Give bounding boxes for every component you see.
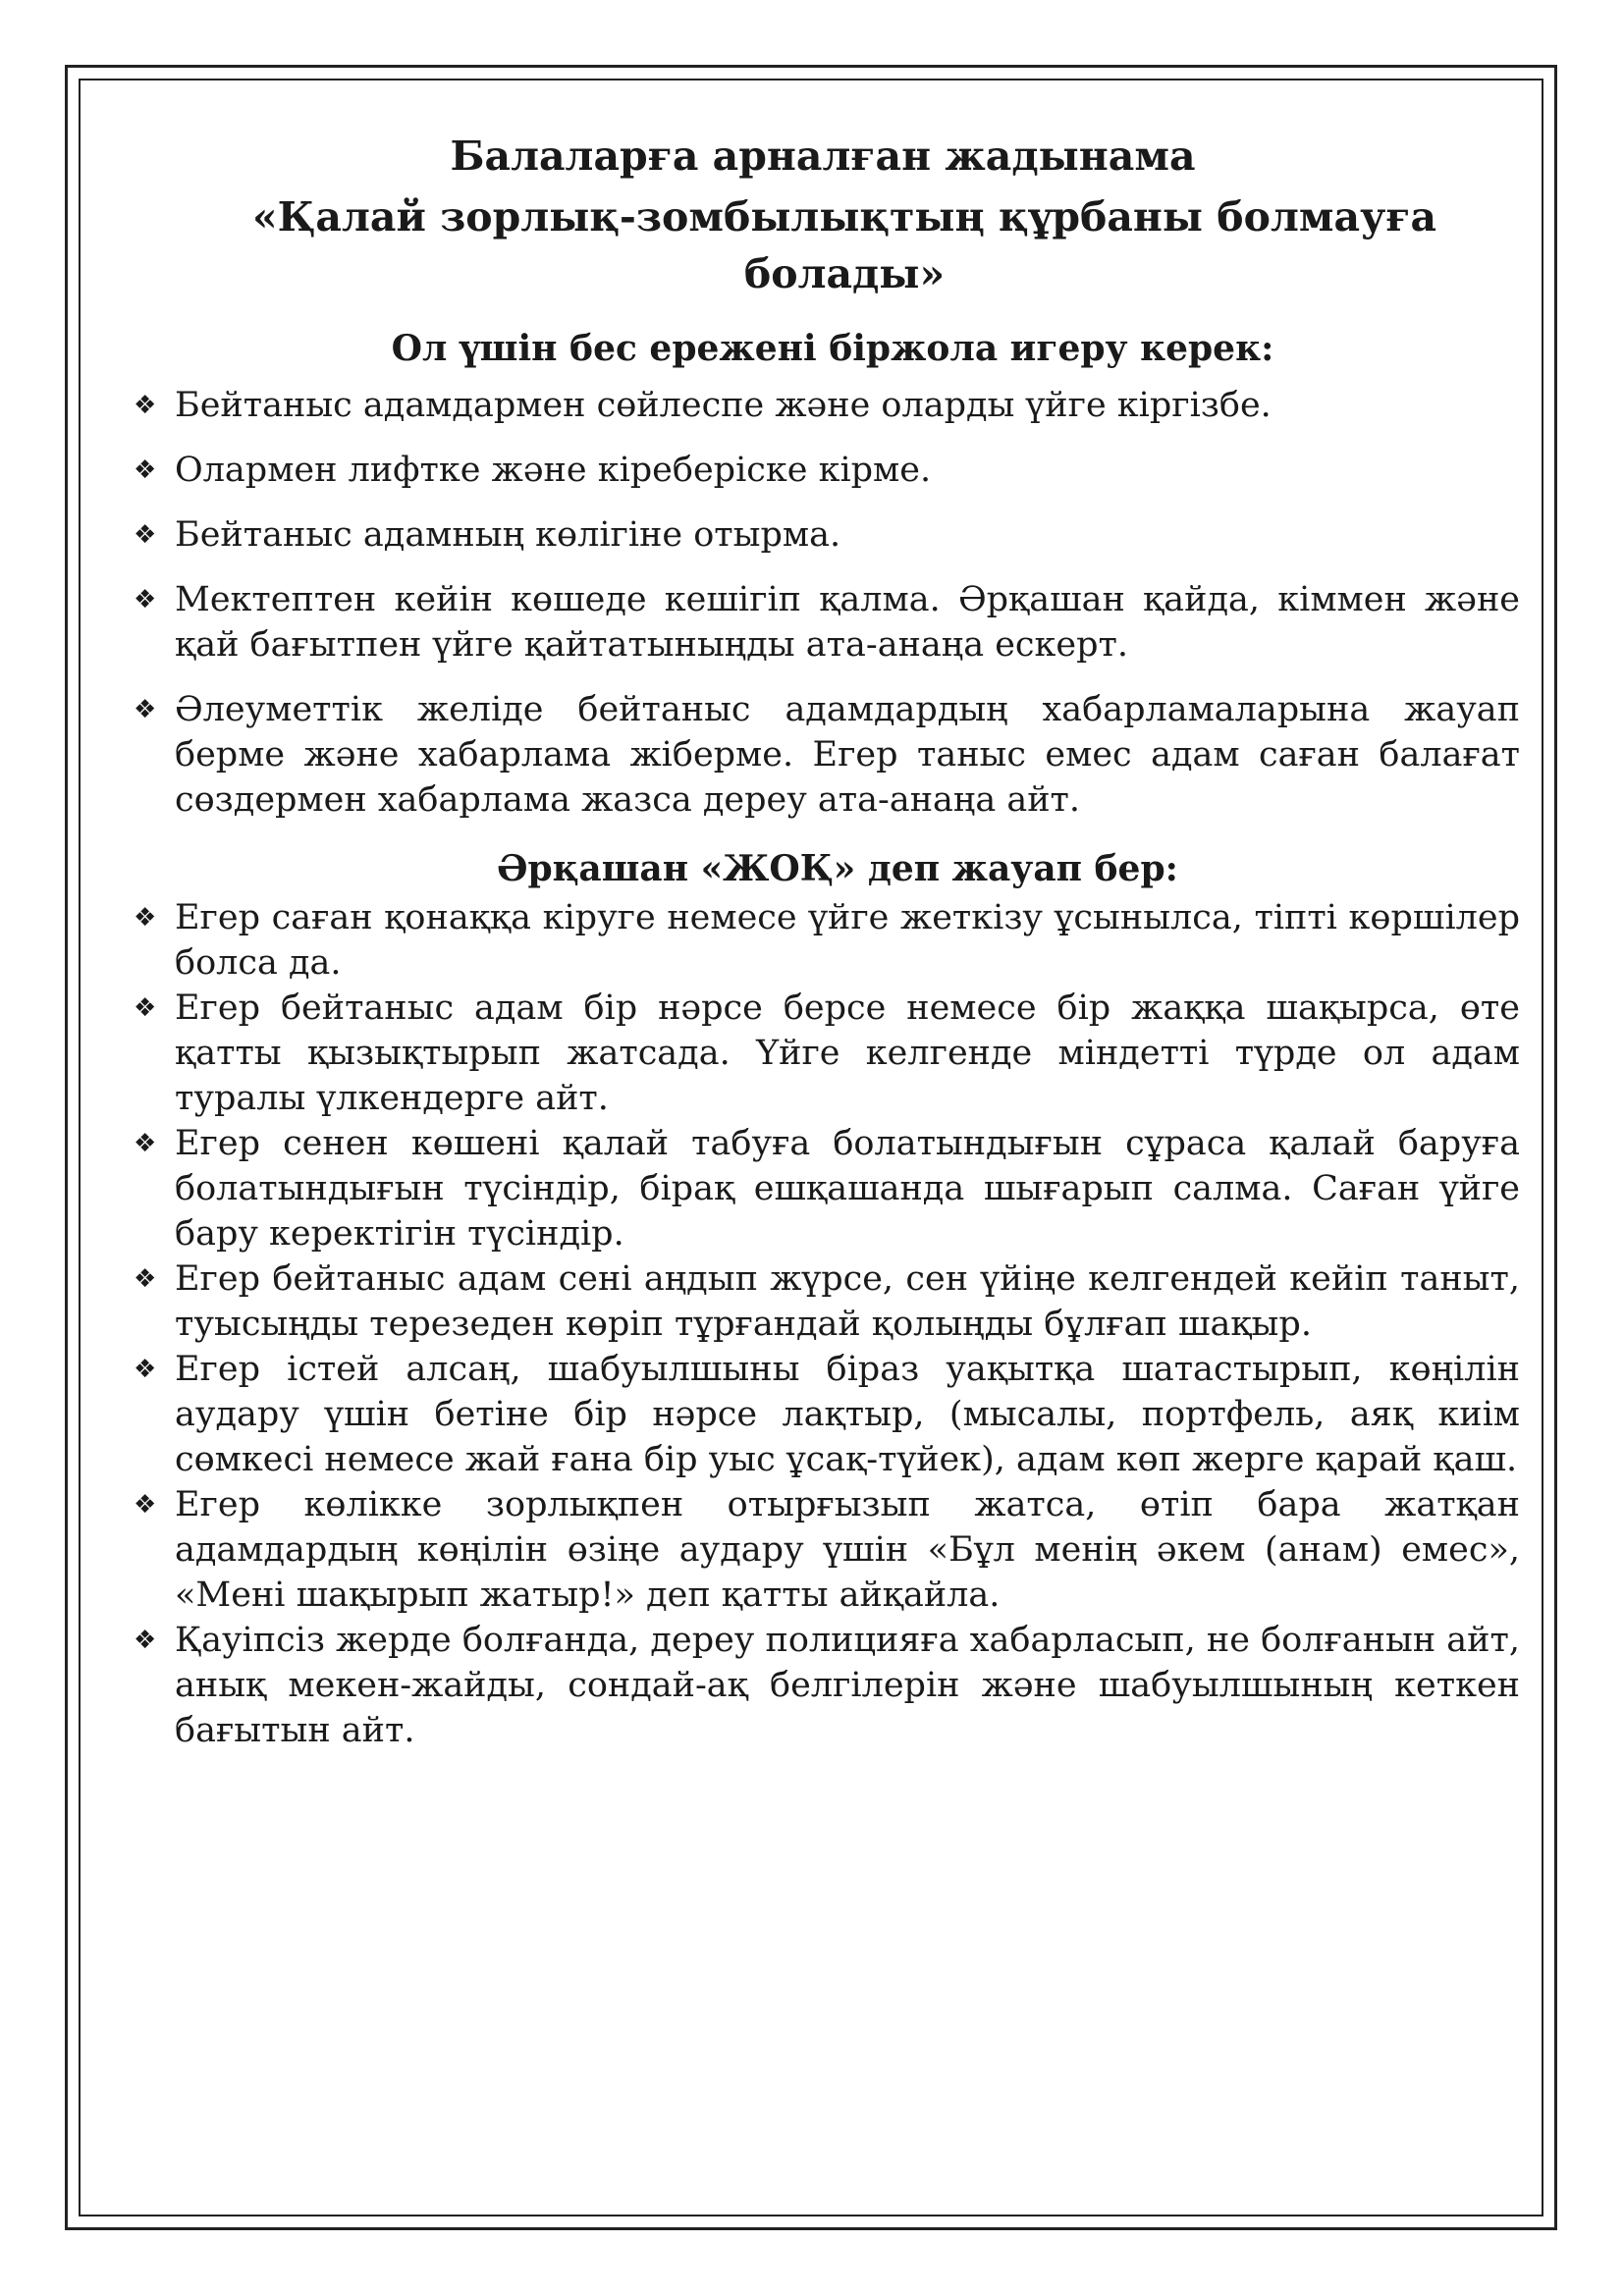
list-item-text: Мектептен кейін көшеде кешігіп қалма. Әрқашан қайда, кіммен және қай бағытпен үйге қайтатыныңды ата-анаңа ескерт. [175,580,1520,665]
four-diamond-bullet-icon: ❖ [134,695,157,724]
four-diamond-bullet-icon: ❖ [134,455,157,485]
four-diamond-bullet-icon: ❖ [134,391,157,420]
rules-list [126,383,1520,823]
four-diamond-bullet-icon: ❖ [134,903,157,933]
list-item-text: Егер істей алсаң, шабуылшыны біраз уақытқа шатастырып, көңілін аудару үшін бетіне бір нәрсе лақтыр, (мысалы, портфель, аяқ киім сөмкесі немесе жай ғана бір уыс ұсақ-түйек), адам көп жерге қарай қаш. [175,1350,1520,1479]
list-item-text: Әлеуметтік желіде бейтаныс адамдардың хабарламаларына жауап берме және хабарлама жіберме. Егер таныс емес адам саған балағат сөздермен хабарлама жазса дереу ата-анаңа айт. [175,690,1520,820]
list-item [126,1121,1520,1256]
four-diamond-bullet-icon: ❖ [134,1355,157,1384]
list-item-text: Қауіпсіз жерде болғанда, дереу полицияға хабарласып, не болғанын айт, анық мекен-жайды, сондай-ақ белгілерін және шабуылшының кеткен бағытын айт. [175,1621,1520,1750]
four-diamond-bullet-icon: ❖ [134,993,157,1023]
list-item-text: Егер сенен көшені қалай табуға болатындығын сұраса қалай баруға болатындығын түсіндір, бірақ ешқашанда шығарып салма. Саған үйге бару керектігін түсіндір. [175,1124,1520,1254]
four-diamond-bullet-icon: ❖ [134,520,157,550]
list-item [126,1256,1520,1347]
memo-content [126,118,1520,1753]
four-diamond-bullet-icon: ❖ [134,585,157,614]
section-heading-say-no: Әрқашан «ЖОҚ» деп жауап бер: [497,848,1178,889]
list-item [126,687,1520,823]
list-item [126,1618,1520,1753]
list-item-text: Бейтаныс адамның көлігіне отырма. [175,515,841,555]
list-item-text: Егер саған қонаққа кіруге немесе үйге жеткізу ұсынылса, тіпті көршілер болса да. [175,898,1520,983]
memo-subtitle-quote: «Қалай зорлық-зомбылықтың құрбаны болмауға болады» [251,193,1437,297]
list-item-text: Егер көлікке зорлықпен отырғызып жатса, өтіп бара жатқан адамдардың көңілін өзіңе аудару үшін «Бұл менің әкем (анам) емес», «Мені шақырып жатыр!» деп қатты айқайла. [175,1485,1520,1615]
list-item [126,986,1520,1121]
list-item [126,1482,1520,1618]
four-diamond-bullet-icon: ❖ [134,1490,157,1520]
list-item [126,383,1520,428]
four-diamond-bullet-icon: ❖ [134,1129,157,1158]
section-heading-rules: Ол үшін бес ережені біржола игеру керек: [391,328,1274,369]
four-diamond-bullet-icon: ❖ [134,1264,157,1294]
four-diamond-bullet-icon: ❖ [134,1626,157,1655]
list-item-text: Бейтаныс адамдармен сөйлеспе және оларды үйге кіргізбе. [175,386,1272,425]
list-item-text: Олармен лифтке және кіреберіске кірме. [175,451,932,490]
list-item [126,895,1520,986]
list-item [126,1347,1520,1482]
say-no-list [126,895,1520,1753]
list-item-text: Егер бейтаныс адам сені аңдып жүрсе, сен үйіңе келгендей кейіп таныт, туысыңды терезеден көріп тұрғандай қолыңды бұлғап шақыр. [175,1259,1520,1344]
list-item [126,577,1520,667]
list-item-text: Егер бейтаныс адам бір нәрсе берсе немесе бір жаққа шақырса, өте қатты қызықтырып жатсада. Үйге келгенде міндетті түрде ол адам туралы үлкендерге айт. [175,988,1520,1118]
list-item [126,448,1520,493]
memo-title: Балаларға арналған жадынама [450,133,1196,180]
list-item [126,512,1520,558]
